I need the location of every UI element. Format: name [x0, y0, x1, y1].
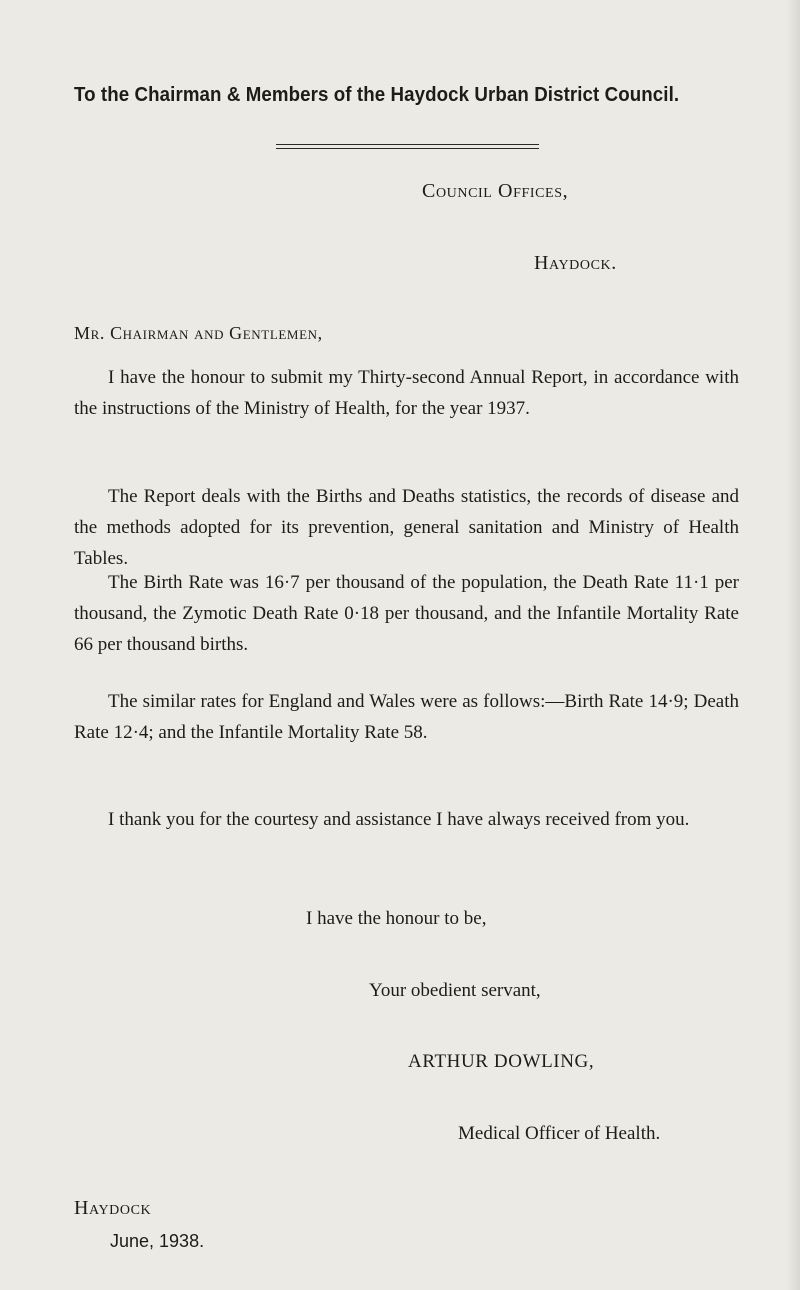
- closing-line-servant: Your obedient servant,: [369, 980, 541, 1001]
- paragraph-local-rates: [74, 567, 739, 660]
- paragraph-text: The Birth Rate was 16·7 per thousand of the population, the Death Rate 11·1 per thousand, the Zymotic Death Rate 0·18 per thousand, and the Infantile Mortality Rate 66 per thousand births.: [74, 572, 739, 655]
- paragraph-report-submission: [74, 362, 739, 424]
- closing-line-honour: I have the honour to be,: [306, 908, 487, 929]
- paragraph-report-contents: [74, 481, 739, 574]
- paragraph-thanks: [74, 804, 739, 835]
- footer-date: June, 1938.: [110, 1231, 205, 1251]
- letter-heading: To the Chairman & Members of the Haydock Urban District Council.: [74, 84, 680, 106]
- signature-title: Medical Officer of Health.: [458, 1123, 661, 1144]
- paragraph-text: The Report deals with the Births and Deaths statistics, the records of disease and the methods adopted for its prevention, general sanitation and Ministry of Health Tables.: [74, 486, 739, 569]
- paragraph-text: I have the honour to submit my Thirty-second Annual Report, in accordance with the instructions of the Ministry of Health, for the year 1937.: [74, 367, 739, 419]
- footer-place: Haydock: [74, 1197, 152, 1219]
- signature-name: ARTHUR DOWLING,: [408, 1051, 595, 1072]
- address-line-council-offices: Council Offices,: [422, 180, 569, 202]
- address-line-haydock: Haydock.: [534, 252, 617, 274]
- heading-rule-bottom: [276, 148, 539, 149]
- paragraph-national-rates: [74, 686, 739, 748]
- page-edge-shadow: [786, 0, 800, 1290]
- paragraph-text: I thank you for the courtesy and assistance I have always received from you.: [108, 809, 690, 830]
- salutation: Mr. Chairman and Gentlemen,: [74, 323, 323, 343]
- heading-rule-top: [276, 144, 539, 145]
- paragraph-text: The similar rates for England and Wales were as follows:—Birth Rate 14·9; Death Rate 12·4; and the Infantile Mortality Rate 58.: [74, 691, 739, 743]
